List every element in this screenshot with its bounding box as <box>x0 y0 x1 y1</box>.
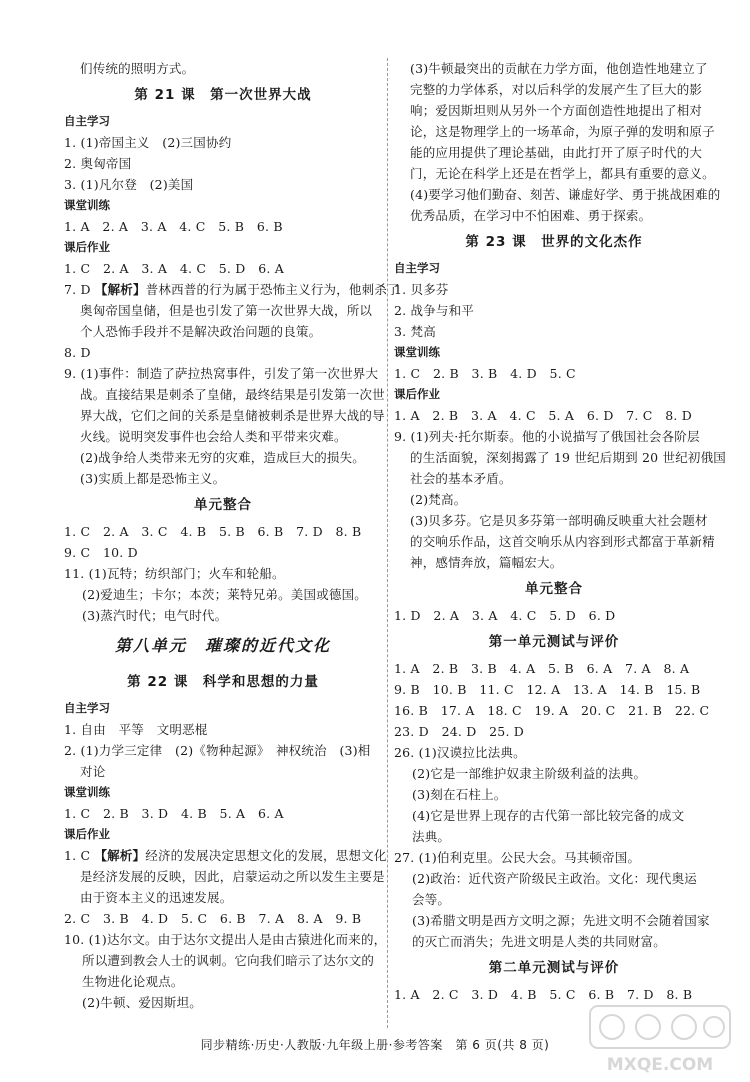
answer-line: 2. C 3. B 4. D 5. C 6. B 7. A 8. A 9. B <box>64 911 362 926</box>
section-heading: 课后作业 <box>394 387 440 401</box>
section-heading: 课后作业 <box>64 827 110 841</box>
analysis-tag: 【解析】 <box>94 848 146 863</box>
section-heading: 自主学习 <box>64 701 110 715</box>
analysis-text: 经济的发展决定思想文化的发展，思想文化 <box>145 848 387 863</box>
answer-line: 奥匈帝国皇储，但是也引发了第一次世界大战，所以 <box>80 303 373 318</box>
answer-line: 11. (1)瓦特；纺织部门；火车和轮船。 <box>64 566 285 581</box>
answer-line: 2. (1)力学三定律 (2)《物种起源》 神权统治 (3)相 <box>64 743 371 758</box>
answer-line: 界大战，它们之间的关系是皇储被刺杀是世界大战的导 <box>80 408 385 423</box>
answer-line: 论，这是物理学上的一场革命，为原子弹的发明和原子 <box>410 124 715 139</box>
answer-line: 1. C 2. B 3. D 4. B 5. A 6. A <box>64 806 284 821</box>
right-column <box>394 58 727 1005</box>
answer-line: 2. 奥匈帝国 <box>64 156 132 171</box>
answer-line: (2)梵高。 <box>410 492 467 507</box>
answer-line: 26. (1)汉谟拉比法典。 <box>394 745 526 760</box>
section-heading: 自主学习 <box>394 261 440 275</box>
answer-line: 所以遭到教会人士的讽刺。它向我们暗示了达尔文的 <box>82 953 375 968</box>
column-divider <box>387 58 388 1028</box>
answer-line: 2. 战争与和平 <box>394 303 474 318</box>
answer-line: 3. (1)凡尔登 (2)美国 <box>64 177 194 192</box>
answer-line: 响；爱因斯坦则从另外一个方面创造性地提出了相对 <box>410 103 703 118</box>
answer-line: 们传统的照明方式。 <box>80 61 195 76</box>
answer-line: 完整的力学体系，对以后科学的发展产生了巨大的影 <box>410 82 703 97</box>
answer-line: 16. B 17. A 18. C 19. A 20. C 21. B 22. C <box>394 703 710 718</box>
answer-line: (2)政治：近代资产阶级民主政治。文化：现代奥运 <box>412 871 698 886</box>
lesson-title: 单元整合 <box>525 581 583 597</box>
answer-line: 是经济发展的反映，因此，启蒙运动之所以发生主要是 <box>80 869 385 884</box>
answer-line: 对论 <box>80 764 106 779</box>
watermark-text: MXQE.COM <box>606 1055 714 1075</box>
answer-line: 3. 梵高 <box>394 324 436 339</box>
answer-line: (3)牛顿最突出的贡献在力学方面，他创造性地建立了 <box>410 61 708 76</box>
answer-line: (4)要学习他们勤奋、刻苦、谦虚好学、勇于挑战困难的 <box>410 187 721 202</box>
answer-prefix: 7. D <box>64 282 95 297</box>
lesson-title: 第 23 课 世界的文化杰作 <box>465 234 643 250</box>
answer-line: 1. 贝多芬 <box>394 282 449 297</box>
lesson-title: 第 22 课 科学和思想的力量 <box>127 674 319 690</box>
answer-line: (3)实质上都是恐怖主义。 <box>80 471 226 486</box>
lesson-title: 第一单元测试与评价 <box>488 634 620 650</box>
answer-line: 门，无论在科学上还是在哲学上，都具有重要的意义。 <box>410 166 715 181</box>
answer-line: 1. C 2. B 3. B 4. D 5. C <box>394 366 576 381</box>
answer-line: 个人恐怖手段并不是解决政治问题的良策。 <box>80 324 322 339</box>
section-heading: 自主学习 <box>64 114 110 128</box>
answer-line: 9. C 10. D <box>64 545 138 560</box>
answer-line-with-analysis <box>64 845 387 866</box>
answer-line: 1. D 2. A 3. A 4. C 5. D 6. D <box>394 608 616 623</box>
unit-title: 第八单元 璀璨的近代文化 <box>114 636 331 655</box>
answer-line: 能的应用提供了理论基础，由此打开了原子时代的大 <box>410 145 703 160</box>
answer-line: 27. (1)伯利克里。公民大会。马其顿帝国。 <box>394 850 641 865</box>
answer-line: (2)战争给人类带来无穷的灾难，造成巨大的损失。 <box>80 450 366 465</box>
answer-line: 由于资本主义的迅速发展。 <box>80 890 233 905</box>
answer-line: (3)贝多芬。它是贝多芬第一部明确反映重大社会题材 <box>410 513 708 528</box>
answer-line: 的交响乐作品，这首交响乐从内容到形式都富于革新精 <box>410 534 715 549</box>
analysis-tag: 【解析】 <box>94 282 146 297</box>
lesson-title: 第 21 课 第一次世界大战 <box>134 87 312 103</box>
answer-line: 优秀品质，在学习中不怕困难、勇于探索。 <box>410 208 652 223</box>
answer-line: 23. D 24. D 25. D <box>394 724 525 739</box>
answer-line: 1. A 2. A 3. A 4. C 5. B 6. B <box>64 219 283 234</box>
answer-line-with-analysis <box>64 279 400 300</box>
analysis-text: 普林西普的行为属于恐怖主义行为，他刺杀了 <box>145 282 400 297</box>
answer-line: 9. B 10. B 11. C 12. A 13. A 14. B 15. B <box>394 682 701 697</box>
section-heading: 课堂训练 <box>394 345 440 359</box>
lesson-title: 第二单元测试与评价 <box>488 960 620 976</box>
page-footer: 同步精练·历史·人教版·九年级上册·参考答案 第 6 页(共 8 页) <box>200 1038 550 1052</box>
answer-line: (2)牛顿、爱因斯坦。 <box>82 995 202 1010</box>
answer-line: 社会的基本矛盾。 <box>410 471 512 486</box>
answer-line: 会等。 <box>412 892 451 907</box>
answer-line: (4)它是世界上现存的古代第一部比较完备的成文 <box>412 808 685 823</box>
answer-line: 1. A 2. C 3. D 4. B 5. C 6. B 7. D 8. B <box>394 987 693 1002</box>
answer-line: 10. (1)达尔文。由于达尔文提出人是由古猿进化而来的， <box>64 932 387 947</box>
answer-line: 1. C 2. A 3. A 4. C 5. D 6. A <box>64 261 284 276</box>
section-heading: 课后作业 <box>64 240 110 254</box>
answer-line: 法典。 <box>412 829 451 844</box>
answer-line: 1. A 2. B 3. B 4. A 5. B 6. A 7. A 8. A <box>394 661 690 676</box>
answer-line: (2)爱迪生；卡尔；本茨；莱特兄弟。美国或德国。 <box>82 587 368 602</box>
answer-line: 火线。说明突发事件也会给人类和平带来灾难。 <box>80 429 347 444</box>
answer-line: 9. (1)事件：制造了萨拉热窝事件，引发了第一次世界大 <box>64 366 379 381</box>
answer-line: (2)它是一部维护奴隶主阶级利益的法典。 <box>412 766 647 781</box>
answer-line: (3)蒸汽时代；电气时代。 <box>82 608 228 623</box>
left-column <box>64 58 400 1013</box>
answer-line: 1. C 2. A 3. C 4. B 5. B 6. B 7. D 8. B <box>64 524 362 539</box>
section-heading: 课堂训练 <box>64 785 110 799</box>
answer-line: 战。直接结果是刺杀了皇储，最终结果是引发第一次世 <box>80 387 385 402</box>
answer-line: 1. 自由 平等 文明恶棍 <box>64 722 208 737</box>
watermark-logo <box>586 1004 734 1078</box>
answer-line: 9. (1)列夫·托尔斯泰。他的小说描写了俄国社会各阶层 <box>394 429 700 444</box>
answer-line: 神，感情奔放，篇幅宏大。 <box>410 555 563 570</box>
answer-line: 的灭亡而消失；先进文明是人类的共同财富。 <box>412 934 667 949</box>
answer-line: 生物进化论观点。 <box>82 974 184 989</box>
answer-line: 1. A 2. B 3. A 4. C 5. A 6. D 7. C 8. D <box>394 408 692 423</box>
section-heading: 课堂训练 <box>64 198 110 212</box>
answer-line: (3)希腊文明是西方文明之源；先进文明不会随着国家 <box>412 913 710 928</box>
lesson-title: 单元整合 <box>194 497 252 513</box>
answer-line: 的生活面貌，深刻揭露了 19 世纪后期到 20 世纪初俄国 <box>410 450 727 465</box>
answer-line: 1. (1)帝国主义 (2)三国协约 <box>64 135 232 150</box>
answer-prefix: 1. C <box>64 848 95 863</box>
answer-line: (3)刻在石柱上。 <box>412 787 507 802</box>
answer-line: 8. D <box>64 345 91 360</box>
